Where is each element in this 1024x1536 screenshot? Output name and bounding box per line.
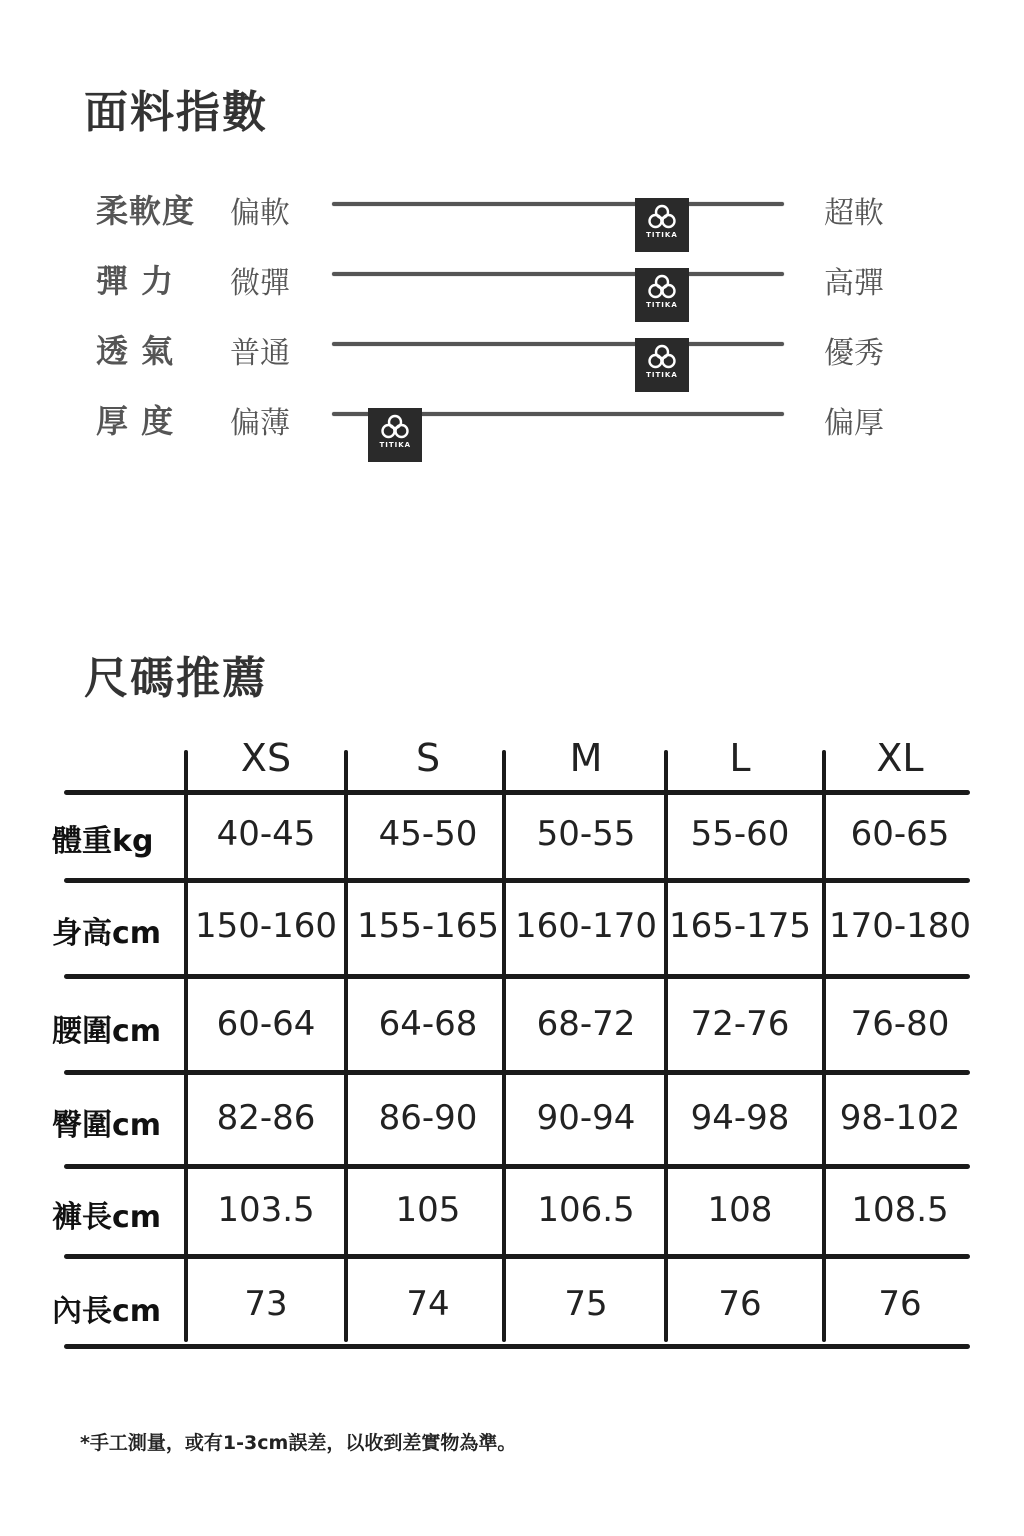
table-row-divider [64,1254,970,1259]
size-cell: 86-90 [378,1098,478,1138]
fabric-row-min-label: 偏薄 [230,406,290,441]
size-cell: 98-102 [839,1098,961,1138]
size-cell: 155-165 [356,906,500,946]
fabric-row-label: 彈 力 [96,262,175,300]
size-cell: 74 [406,1284,450,1324]
size-cell: 82-86 [216,1098,316,1138]
size-cell: 94-98 [690,1098,790,1138]
measurement-label: 臀圍cm [52,1108,162,1143]
brand-text: TITIKA [379,441,412,449]
size-cell: 170-180 [828,906,972,946]
size-cell: 60-64 [216,1004,316,1044]
size-cell: 50-55 [536,814,636,854]
size-header-m: M [569,736,603,780]
measurement-label: 褲長cm [52,1200,162,1235]
fabric-row-label: 透 氣 [96,332,175,370]
size-cell: 76 [718,1284,762,1324]
size-header-s: S [415,736,441,780]
size-footnote: *手工測量，或有1-3cm誤差，以收到差實物為準。 [80,1432,517,1454]
size-cell: 60-65 [850,814,950,854]
fabric-row-label: 柔軟度 [96,192,196,230]
fabric-row-max-label: 超軟 [824,196,884,231]
fabric-row-min-label: 偏軟 [230,196,290,231]
size-cell: 76-80 [850,1004,950,1044]
size-cell: 73 [244,1284,288,1324]
size-cell: 76 [878,1284,922,1324]
size-cell: 45-50 [378,814,478,854]
size-header-l: L [729,736,751,780]
fabric-row-label: 厚 度 [96,402,175,440]
size-cell: 64-68 [378,1004,478,1044]
size-cell: 75 [564,1284,608,1324]
fabric-row-min-label: 普通 [230,336,290,371]
table-row-divider [64,878,970,883]
size-cell: 150-160 [194,906,338,946]
size-cell: 105 [395,1190,461,1230]
fabric-row-min-label: 微彈 [230,266,290,301]
size-cell: 40-45 [216,814,316,854]
measurement-label: 內長cm [52,1294,162,1329]
size-cell: 108.5 [851,1190,949,1230]
table-row-divider [64,974,970,979]
brand-text: TITIKA [646,371,678,379]
size-cell: 72-76 [690,1004,790,1044]
size-cell: 106.5 [537,1190,635,1230]
table-row-divider [64,1344,970,1349]
fabric-index-title: 面料指數 [84,87,268,138]
measurement-label: 體重kg [52,824,154,859]
measurement-label: 身高cm [52,916,162,951]
size-cell: 90-94 [536,1098,636,1138]
size-header-xl: XL [876,736,924,780]
measurement-label: 腰圍cm [52,1014,162,1049]
table-row-divider [64,1070,970,1075]
size-chart-title: 尺碼推薦 [84,653,268,704]
size-cell: 68-72 [536,1004,636,1044]
size-cell: 55-60 [690,814,790,854]
fabric-row-max-label: 高彈 [824,266,884,301]
brand-text: TITIKA [646,301,678,309]
fabric-row-max-label: 偏厚 [824,406,884,441]
size-cell: 160-170 [514,906,658,946]
fabric-row-max-label: 優秀 [824,336,884,371]
size-header-xs: XS [240,736,292,780]
table-row-divider [64,790,970,795]
brand-text: TITIKA [646,231,678,239]
size-cell: 103.5 [217,1190,315,1230]
size-cell: 165-175 [668,906,812,946]
size-cell: 108 [707,1190,773,1230]
table-row-divider [64,1164,970,1169]
